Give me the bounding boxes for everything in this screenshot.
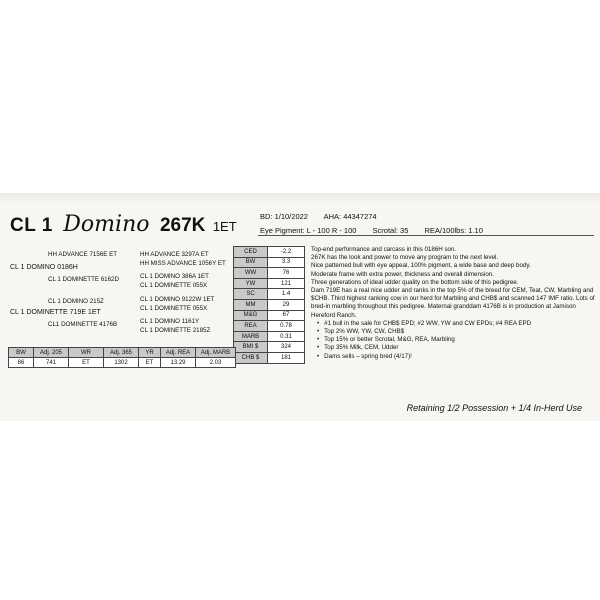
epd-row bbox=[234, 278, 305, 289]
epd-label: WW bbox=[234, 268, 268, 279]
measure-info bbox=[260, 226, 497, 235]
pedigree-dam-sire: CL 1 DOMINO 215Z bbox=[48, 298, 104, 305]
description bbox=[311, 246, 596, 361]
perf-value: 1302 bbox=[104, 358, 139, 368]
pedigree-ss-sire: HH ADVANCE 3297A ET bbox=[140, 251, 209, 258]
name-prefix: CL 1 bbox=[10, 215, 53, 236]
perf-value: ET bbox=[69, 358, 104, 368]
desc-line: Nice patterned bull with eye appeal, 100% pigment, a wide base and deep body. bbox=[311, 262, 531, 270]
highlight-item: • Top 15% or better Scrotal, M&G, REA, Marbling bbox=[325, 336, 596, 344]
desc-line: Top-end performance and carcass in this 0186H son. bbox=[311, 246, 457, 253]
epd-value: 76 bbox=[268, 268, 305, 279]
pedigree-dd-sire: CL 1 DOMINO 1161Y bbox=[140, 318, 200, 325]
perf-value: 86 bbox=[9, 358, 34, 368]
perf-header: Adj. REA bbox=[161, 348, 196, 358]
epd-label: REA bbox=[234, 321, 268, 332]
name-number: 267K bbox=[159, 215, 206, 236]
epd-value: 3.3 bbox=[268, 257, 305, 268]
epd-label: M&G bbox=[234, 310, 268, 321]
epd-row bbox=[234, 247, 305, 258]
epd-row bbox=[234, 310, 305, 321]
epd-label: SC bbox=[234, 289, 268, 300]
performance-value-row bbox=[9, 358, 236, 368]
pedigree-dam-dam: CL1 DOMINETTE 4176B bbox=[48, 321, 118, 328]
perf-header: BW bbox=[9, 348, 34, 358]
pedigree-dam: CL 1 DOMINETTE 719E 1ET bbox=[10, 309, 101, 316]
pedigree-sire: CL 1 DOMINO 0186H bbox=[10, 264, 78, 271]
epd-value: 67 bbox=[268, 310, 305, 321]
epd-row bbox=[234, 321, 305, 332]
epd-label: MM bbox=[234, 299, 268, 310]
pedigree-sire-dam: CL 1 DOMINETTE 6162D bbox=[48, 276, 119, 283]
desc-line: Three generations of ideal udder quality on the bottom side of this pedigree. bbox=[311, 278, 519, 286]
epd-label: YW bbox=[234, 278, 268, 289]
eye-pigment: Eye Pigment: L - 100 R - 100 bbox=[260, 226, 357, 235]
perf-header: YR bbox=[139, 348, 161, 358]
perf-header: Adj. 205 bbox=[34, 348, 69, 358]
name-script: Domino bbox=[63, 212, 150, 237]
bull-name bbox=[10, 212, 237, 237]
pedigree-sire-sire: HH ADVANCE 7156E ET bbox=[48, 251, 118, 258]
perf-header: Adj. MARB bbox=[196, 348, 236, 358]
epd-label: MARB bbox=[234, 331, 268, 342]
scrotal: Scrotal: 35 bbox=[372, 226, 409, 235]
pedigree-ds-dam: CL 1 DOMINETTE 055X bbox=[140, 305, 208, 312]
highlights-list bbox=[311, 320, 596, 361]
epd-table bbox=[233, 246, 305, 364]
desc-line: Moderate frame with extra power, thickness and overall dimension. bbox=[311, 270, 494, 278]
perf-header: WR bbox=[69, 348, 104, 358]
desc-line: Dam 719E has a real nice udder and ranks in the top 5% of the breed for CEM, Teat, CW, Marbling and $CHB. Third highest ranking cow in our herd for Marbling and CHB$ and scanned 147 IMF ratio. Lots of bred-in marbling throughout this pedigree. Maternal granddam 4176B is in production at Jamison Hereford Ranch. bbox=[311, 287, 595, 319]
pedigree-sd-dam: CL 1 DOMINETTE 055X bbox=[140, 282, 208, 289]
perf-value: 13.29 bbox=[161, 358, 196, 368]
pedigree-sd-sire: CL 1 DOMINO 386A 1ET bbox=[140, 273, 209, 280]
epd-row bbox=[234, 257, 305, 268]
divider bbox=[258, 235, 594, 236]
highlight-item: • Top 35% Milk, CEM, Udder bbox=[325, 344, 596, 352]
epd-label: CHB $ bbox=[234, 352, 268, 363]
pedigree-ss-dam: HH MISS ADVANCE 1056Y ET bbox=[140, 260, 226, 267]
epd-row bbox=[234, 342, 305, 353]
performance-header-row bbox=[9, 348, 236, 358]
epd-row bbox=[234, 289, 305, 300]
highlight-item: • #1 bull in the sale for CHB$ EPD; #2 WW, YW and CW EPDs; #4 REA EPD bbox=[325, 320, 596, 328]
epd-value: 0.78 bbox=[268, 321, 305, 332]
epd-label: CED bbox=[234, 247, 268, 258]
rea-per-100: REA/100lbs: 1.10 bbox=[424, 226, 483, 235]
epd-row bbox=[234, 268, 305, 279]
perf-header: Adj. 365 bbox=[104, 348, 139, 358]
pedigree-dd-dam: CL 1 DOMINETTE 2185Z bbox=[140, 327, 211, 334]
epd-value: 0.31 bbox=[268, 331, 305, 342]
desc-line: 267K has the look and power to move any program to the next level. bbox=[311, 254, 499, 262]
aha-number: AHA: 44347274 bbox=[323, 212, 377, 221]
birth-info bbox=[260, 212, 391, 221]
epd-value: 324 bbox=[268, 342, 305, 353]
highlight-item: • Top 2% WW, YW, CW, CHB$ bbox=[325, 328, 596, 336]
birth-date: BD: 1/10/2022 bbox=[260, 212, 308, 221]
name-suffix: 1ET bbox=[212, 219, 237, 234]
epd-value: -2.2 bbox=[268, 247, 305, 258]
epd-value: 181 bbox=[268, 352, 305, 363]
pedigree-ds-sire: CL 1 DOMINO 9122W 1ET bbox=[140, 296, 215, 303]
epd-value: 1.4 bbox=[268, 289, 305, 300]
possession-note: Retaining 1/2 Possession + 1/4 In-Herd Use bbox=[406, 403, 582, 413]
performance-table bbox=[8, 347, 236, 368]
epd-value: 121 bbox=[268, 278, 305, 289]
epd-row bbox=[234, 299, 305, 310]
perf-value: ET bbox=[139, 358, 161, 368]
epd-value: 29 bbox=[268, 299, 305, 310]
epd-row bbox=[234, 352, 305, 363]
perf-value: 2.03 bbox=[196, 358, 236, 368]
epd-label: BMI $ bbox=[234, 342, 268, 353]
highlight-item: • Dams sells – spring bred (4/17)! bbox=[325, 353, 596, 361]
epd-label: BW bbox=[234, 257, 268, 268]
perf-value: 741 bbox=[34, 358, 69, 368]
epd-row bbox=[234, 331, 305, 342]
